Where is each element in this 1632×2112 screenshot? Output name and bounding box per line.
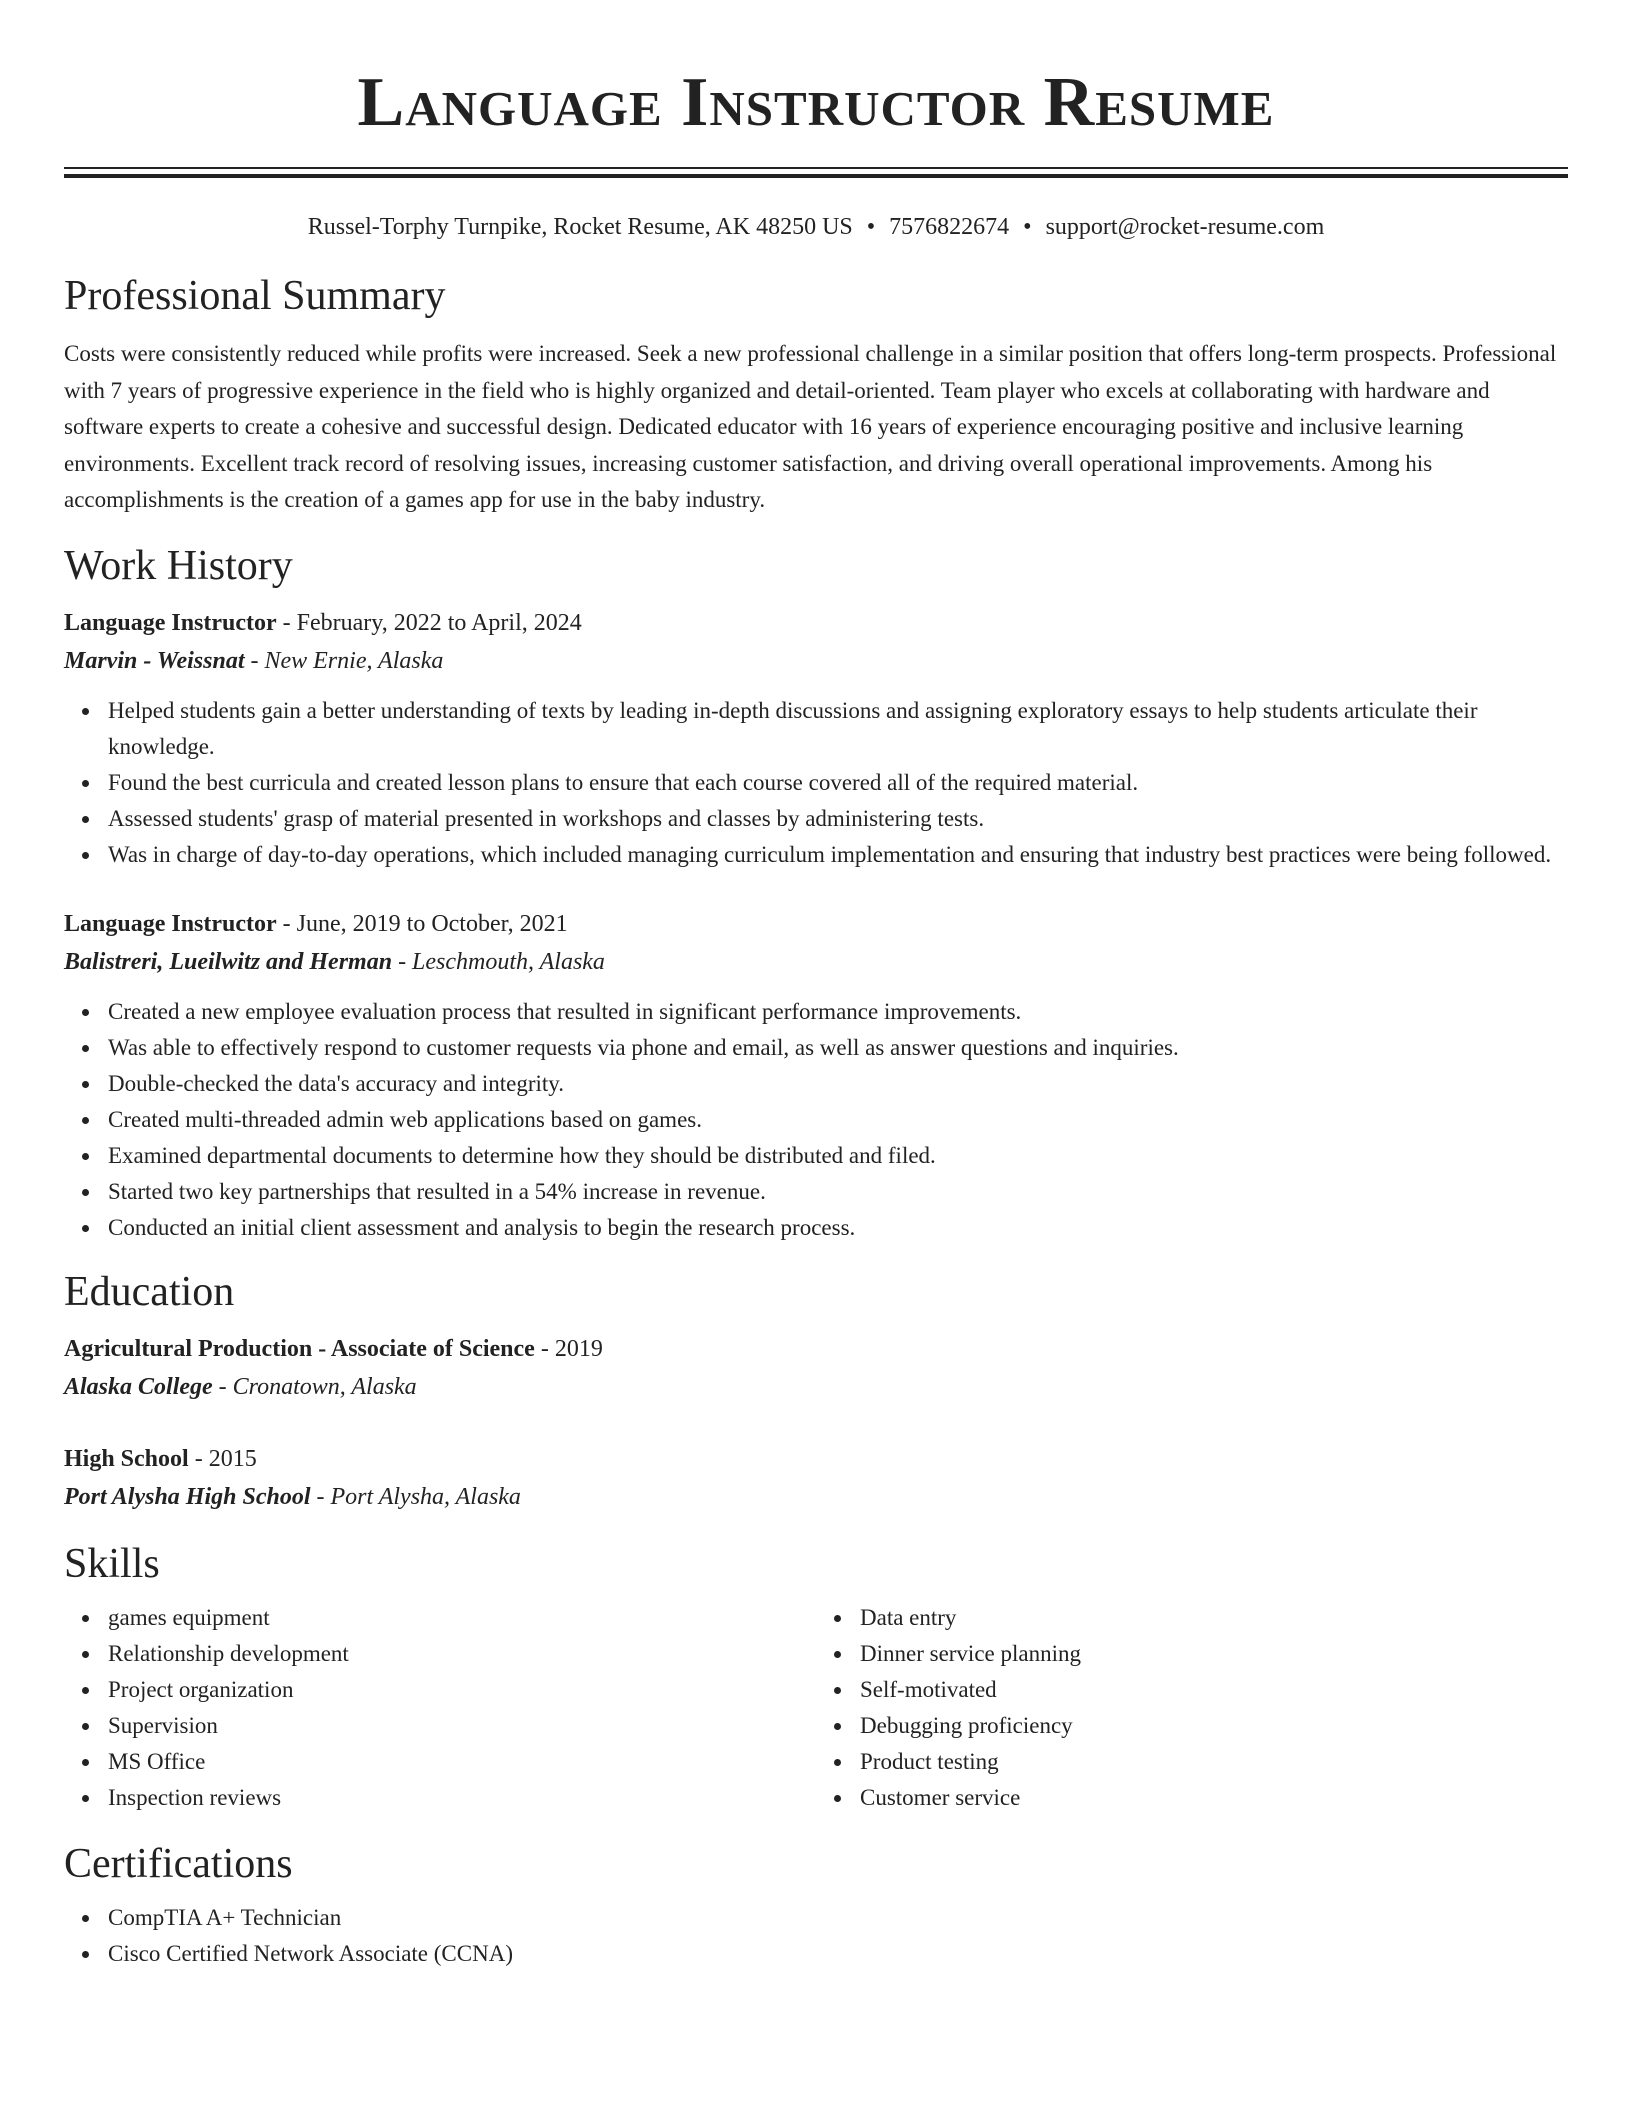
skill-item: Project organization — [108, 1672, 816, 1708]
skill-item: Debugging proficiency — [860, 1708, 1568, 1744]
job-company-line — [64, 642, 1568, 680]
section-heading-work-history: Work History — [64, 542, 293, 589]
skills-list-right — [816, 1600, 1568, 1816]
page-title: Language Instructor Resume — [357, 64, 1275, 141]
skill-item: Customer service — [860, 1780, 1568, 1816]
summary-section — [64, 270, 1568, 519]
degree-year: - 2019 — [534, 1335, 603, 1362]
skill-item: Self-motivated — [860, 1672, 1568, 1708]
section-heading-summary: Professional Summary — [64, 273, 446, 319]
job-title-line — [64, 604, 1568, 642]
job-dates: - June, 2019 to October, 2021 — [276, 910, 568, 937]
school-location: - Cronatown, Alaska — [212, 1373, 417, 1400]
contact-line — [64, 211, 1568, 243]
work-history-section — [64, 540, 1568, 1246]
summary-text: Costs were consistently reduced while profits were increased. Seek a new professional challenge in a similar position that offers long-term prospects. Professional with 7 years of progressive experience in the field who is highly organized and detail-oriented. Team player who excels at collaborating with hardware and software experts to create a cohesive and successful design. Dedicated educator with 16 years of experience encouraging positive and inclusive learning environments. Excellent track record of resolving issues, increasing customer satisfaction, and driving overall operational improvements. Among his accomplishments is the creation of a games app for use in the baby industry. — [64, 341, 1557, 512]
section-heading-skills: Skills — [64, 1540, 160, 1587]
title-divider — [64, 167, 1568, 178]
contact-phone: 7576822674 — [889, 214, 1010, 240]
list-item: Started two key partnerships that resulted in a 54% increase in revenue. — [108, 1174, 1568, 1210]
degree-name: Agricultural Production - Associate of Science — [64, 1335, 535, 1362]
list-item: Created a new employee evaluation process that resulted in significant performance improvements. — [108, 994, 1568, 1030]
list-item: Created multi-threaded admin web applications based on games. — [108, 1102, 1568, 1138]
list-item: Double-checked the data's accuracy and integrity. — [108, 1066, 1568, 1102]
job-company: Marvin - Weissnat — [64, 647, 245, 674]
certifications-list — [64, 1900, 1568, 1972]
degree-year: - 2015 — [188, 1445, 257, 1472]
job-location: - New Ernie, Alaska — [244, 647, 444, 674]
skill-item: Relationship development — [108, 1636, 816, 1672]
school-name: Port Alysha High School — [64, 1483, 311, 1510]
skills-list-left — [64, 1600, 816, 1816]
list-item: Examined departmental documents to determine how they should be distributed and filed. — [108, 1138, 1568, 1174]
section-heading-certifications: Certifications — [64, 1840, 293, 1887]
job-duties-list — [64, 994, 1568, 1246]
degree-line — [64, 1330, 1568, 1368]
skill-item: MS Office — [108, 1744, 816, 1780]
contact-separator: • — [1023, 214, 1032, 240]
job-company-line — [64, 943, 1568, 981]
skill-item: Dinner service planning — [860, 1636, 1568, 1672]
job-entry — [64, 604, 1568, 873]
education-entry — [64, 1330, 1568, 1406]
contact-email: support@rocket-resume.com — [1045, 214, 1325, 240]
education-section — [64, 1266, 1568, 1516]
list-item: Helped students gain a better understanding of texts by leading in-depth discussions and assigning exploratory essays to help students articulate their knowledge. — [108, 693, 1568, 765]
job-company: Balistreri, Lueilwitz and Herman — [64, 948, 393, 975]
certification-item: CompTIA A+ Technician — [108, 1900, 1568, 1936]
school-line — [64, 1368, 1568, 1406]
skill-item: Inspection reviews — [108, 1780, 816, 1816]
skill-item: games equipment — [108, 1600, 816, 1636]
skill-item: Data entry — [860, 1600, 1568, 1636]
certification-item: Cisco Certified Network Associate (CCNA) — [108, 1936, 1568, 1972]
list-item: Conducted an initial client assessment and analysis to begin the research process. — [108, 1210, 1568, 1246]
job-location: - Leschmouth, Alaska — [392, 948, 605, 975]
school-location: - Port Alysha, Alaska — [310, 1483, 521, 1510]
job-dates: - February, 2022 to April, 2024 — [276, 609, 582, 636]
degree-line — [64, 1440, 1568, 1478]
job-duties-list — [64, 693, 1568, 873]
job-entry — [64, 905, 1568, 1246]
education-entry — [64, 1440, 1568, 1516]
list-item: Was able to effectively respond to customer requests via phone and email, as well as answer questions and inquiries. — [108, 1030, 1568, 1066]
degree-name: High School — [64, 1445, 189, 1472]
skills-grid — [64, 1600, 1568, 1816]
list-item: Was in charge of day-to-day operations, which included managing curriculum implementation and ensuring that industry best practices were being followed. — [108, 837, 1568, 873]
job-title: Language Instructor — [64, 910, 277, 937]
school-line — [64, 1478, 1568, 1516]
skill-item: Supervision — [108, 1708, 816, 1744]
list-item: Assessed students' grasp of material presented in workshops and classes by administering tests. — [108, 801, 1568, 837]
section-heading-education: Education — [64, 1268, 235, 1315]
list-item: Found the best curricula and created lesson plans to ensure that each course covered all of the required material. — [108, 765, 1568, 801]
skills-section — [64, 1538, 1568, 1816]
contact-address: Russel-Torphy Turnpike, Rocket Resume, AK 48250 US — [307, 214, 853, 240]
job-title: Language Instructor — [64, 609, 277, 636]
school-name: Alaska College — [64, 1373, 213, 1400]
certifications-section — [64, 1838, 1568, 1972]
job-title-line — [64, 905, 1568, 943]
contact-separator: • — [866, 214, 876, 240]
skill-item: Product testing — [860, 1744, 1568, 1780]
